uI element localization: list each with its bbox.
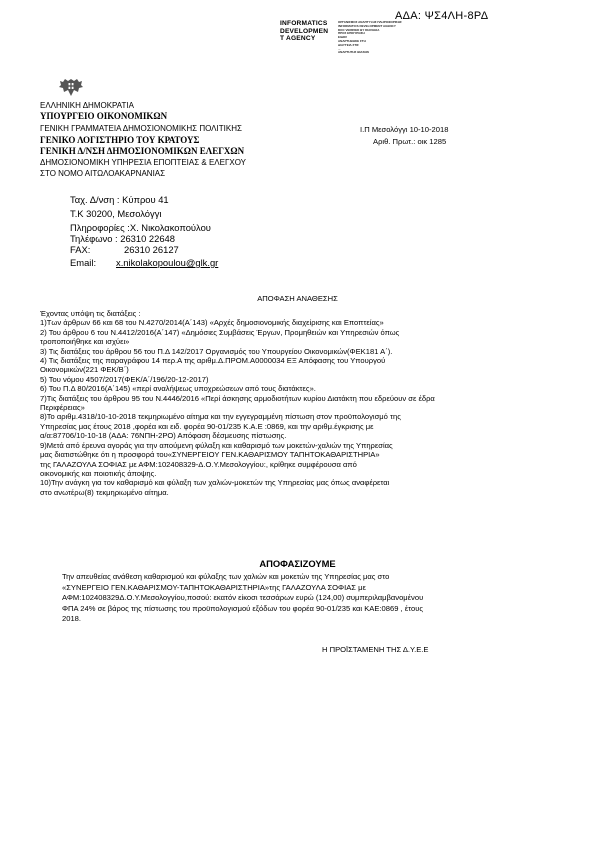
decision-line: «ΣΥΝΕΡΓΕΙΟ ΓΕΝ.ΚΑΘΑΡΙΣΜΟΥ-ΤΑΠΗΤΟΚΑΘΑΡΙΣΤΗΡΙΑ»της ΓΑΛΑΖΟΥΛΑ ΣΟΦΙΑΣ με (62, 582, 366, 592)
contact-fax (70, 244, 179, 255)
contact-info: Πληροφορίες :Χ. Νικολακοπούλου (70, 222, 211, 233)
body-line: της ΓΑΛΑΖΟΥΛΑ ΣΟΦΙΑΣ με ΑΦΜ:102408329-Δ.Ο.Υ.Μεσολογγίου:, κρίθηκε συμφέρουσα από (40, 459, 357, 469)
body-line: 10)Την ανάγκη για τον καθαρισμό και φύλαξη των χαλιών-μοκετών της Υπηρεσίας μας όπως αναφέρεται (40, 478, 390, 488)
header-secretariat: ΓΕΝΙΚΗ ΓΡΑΜΜΑΤΕΙΑ ΔΗΜΟΣΙΟΝΟΜΙΚΗΣ ΠΟΛΙΤΙΚΗΣ (40, 124, 242, 133)
decide-heading: ΑΠΟΦΑΣΙΖΟΥΜΕ (259, 558, 336, 569)
fax-value: 26310 26127 (124, 244, 179, 255)
body-line: 7)Τις διατάξεις του άρθρου 95 του Ν.4446/2016 «Περί άσκησης αρμοδιοτήτων κυρίου Διατάκτη που εδρεύουν σε έδρα (40, 393, 435, 403)
contact-address: Ταχ. Δ/νση : Κύπρου 41 (70, 194, 169, 205)
body-line: α/α:87706/10-10-18 (ΑΔΑ: 76ΝΠΗ-2ΡΟ) Απόφαση δέσμευσης πίστωσης. (40, 431, 287, 441)
ada-code: ΑΔΑ: ΨΣ4ΛΗ-8ΡΔ (395, 10, 489, 22)
informatics-agency-logo (280, 20, 402, 55)
body-line: οικονομικής και ποιοτικής άποψης. (40, 468, 157, 478)
header-republic: ΕΛΛΗΝΙΚΗ ΔΗΜΟΚΡΑΤΙΑ (40, 101, 134, 110)
fax-label: FAX: (70, 244, 91, 255)
protocol-number: Αριθ. Πρωτ.: οικ 1285 (373, 137, 447, 146)
header-directorate: ΓΕΝΙΚΗ Δ/ΝΣΗ ΔΗΜΟΣΙΟΝΟΜΙΚΩΝ ΕΛΕΓΧΩΝ (40, 146, 245, 156)
body-line: Υπηρεσίας μας έτους 2018 ,φορέα και ειδ. φορέα 90-01/235 Κ.Α.Ε :0869, και την αριθμ.έγκρισης με (40, 421, 374, 431)
greek-coat-of-arms-icon (58, 78, 84, 98)
header-ministry: ΥΠΟΥΡΓΕΙΟ ΟΙΚΟΝΟΜΙΚΩΝ (40, 111, 168, 121)
body-line: 1)Των άρθρων 66 και 68 του Ν.4270/2014(Α΄143) «Αρχές δημοσιονομικής διαχείρισης και Εποπτείας» (40, 318, 384, 328)
logo-word-1: INFORMATICS (280, 20, 328, 27)
decision-line: ΑΦΜ:102408329Δ.Ο.Υ.Μεσολογγίου,ποσού: εκατόν είκοσι τεσσάρων ευρώ (124,00) συμπεριλαμβανομένου (62, 593, 424, 603)
logo-words (280, 20, 328, 43)
header-prefecture: ΣΤΟ ΝΟΜΟ ΑΙΤΩΛΟΑΚΑΡΝΑΝΙΑΣ (40, 169, 166, 178)
decision-title: ΑΠΟΦΑΣΗ ΑΝΑΘΕΣΗΣ (257, 294, 338, 303)
body-line: 4) Τις διατάξεις της παραγράφου 14 περ.Α της αριθμ.Δ.ΠΡΟΜ.Α0000034 ΕΞ Απόφασης του Υπουργού (40, 356, 386, 366)
decision-text (62, 572, 423, 625)
decision-line: Την απευθείας ανάθεση καθαρισμού και φύλαξης των χαλιών και μοκετών της Υπηρεσίας μας στο (62, 572, 390, 581)
signature-title: Η ΠΡΟΪΣΤΑΜΕΝΗ ΤΗΣ Δ.Υ.Ε.Ε (322, 645, 429, 654)
body-line: τροποποιήθηκε και ισχύει» (40, 337, 130, 347)
body-line: 5) Του νόμου 4507/2017(ΦΕΚ/Α΄/196/20-12-2017) (40, 374, 209, 384)
place-date: Ι.Π Μεσολόγγι 10-10-2018 (360, 125, 449, 134)
contact-email (70, 257, 218, 268)
body-line: Οικονομικών(221 ΦΕΚ/Β΄) (40, 365, 129, 375)
body-line: Περιφέρειας» (40, 403, 85, 413)
legal-basis-list (40, 309, 560, 497)
body-line: στο ανωτέρω(8) τεκμηριωμένο αίτημα. (40, 487, 169, 497)
logo-word-3: T AGENCY (280, 35, 316, 43)
body-line: 9)Μετά από έρευνα αγοράς για την απούμενη φύλαξη και καθαρισμό των μοκετών-χαλιών της Υπηρεσίας (40, 440, 393, 450)
body-line: 2) Του άρθρου 6 του Ν.4412/2016(Α΄147) «Δημόσιες Συμβάσεις Έργων, Προμηθειών και Υπηρεσιών όπως (40, 327, 400, 337)
contact-postal: Τ.Κ 30200, Μεσολόγγι (70, 208, 162, 219)
body-line: Έχοντας υπόψη τις διατάξεις : (40, 309, 141, 318)
decision-line: 2018. (62, 614, 82, 624)
email-link[interactable]: x.nikolakopoulou@glk.gr (116, 257, 219, 268)
logo-word-2: DEVELOPMEN (280, 27, 329, 35)
header-service: ΔΗΜΟΣΙΟΝΟΜΙΚΗ ΥΠΗΡΕΣΙΑ ΕΠΟΠΤΕΙΑΣ & ΕΛΕΓΧΟΥ (40, 158, 247, 167)
header-general-accounting: ΓΕΝΙΚΟ ΛΟΓΙΣΤΗΡΙΟ ΤΟΥ ΚΡΑΤΟΥΣ (40, 135, 200, 145)
email-label: Email: (70, 257, 97, 268)
contact-phone: Τηλέφωνο : 26310 22648 (70, 233, 175, 244)
body-line: 3) Τις διατάξεις του άρθρου 56 του Π.Δ 142/2017 Οργανισμός του Υπουργείου Οικονομικών(ΦΕΚ181 Α΄). (40, 346, 393, 356)
body-line: 6) Του Π.Δ 80/2016(Α΄145) «περί αναλήψεως υποχρεώσεων από τους διατάκτες». (40, 384, 316, 394)
body-line: μας διατιστώθηκε ότι η προσφορά του«ΣΥΝΕΡΓΕΙΟΥ ΓΕΝ.ΚΑΘΑΡΙΣΜΟΥ ΤΑΠΗΤΟΚΑΘΑΡΙΣΤΗΡΙΑ» (40, 450, 380, 460)
logo-small-text: ΟΡΓΑΝΙΣΜΟΣ ΑΝΑΠΤΥΞΗΣ ΠΛΗΡΟΦΟΡΙΚΗΣ INFORMATICS DEVELOPMENT AGENCY DOC VERIFIED BY DIAVGEIA ΠΡΟΣ ΕΠΙΚΥΡΩΣΗ ΕΙΔΟΣ ΑΝΑΡΤΗΘΗΚΕ ΣΤΗ ΔΙΑΥΓΕΙΑ ΣΤΙΣ ... ΑΝΑΡΤΗΤΗΣ ΘΙΑΣΩΝ (338, 20, 402, 55)
body-line: 8)Το αριθμ.4318/10-10-2018 τεκμηριωμένο αίτημα και την εγγεγραμμένη πίστωση στον προϋπολογισμό της (40, 412, 401, 422)
decision-line: ΦΠΑ 24% σε βάρος της πίστωσης του προϋπολογισμού εξόδων του φορέα 90-01/235 και ΚΑΕ:0869 , έτους (62, 603, 424, 613)
